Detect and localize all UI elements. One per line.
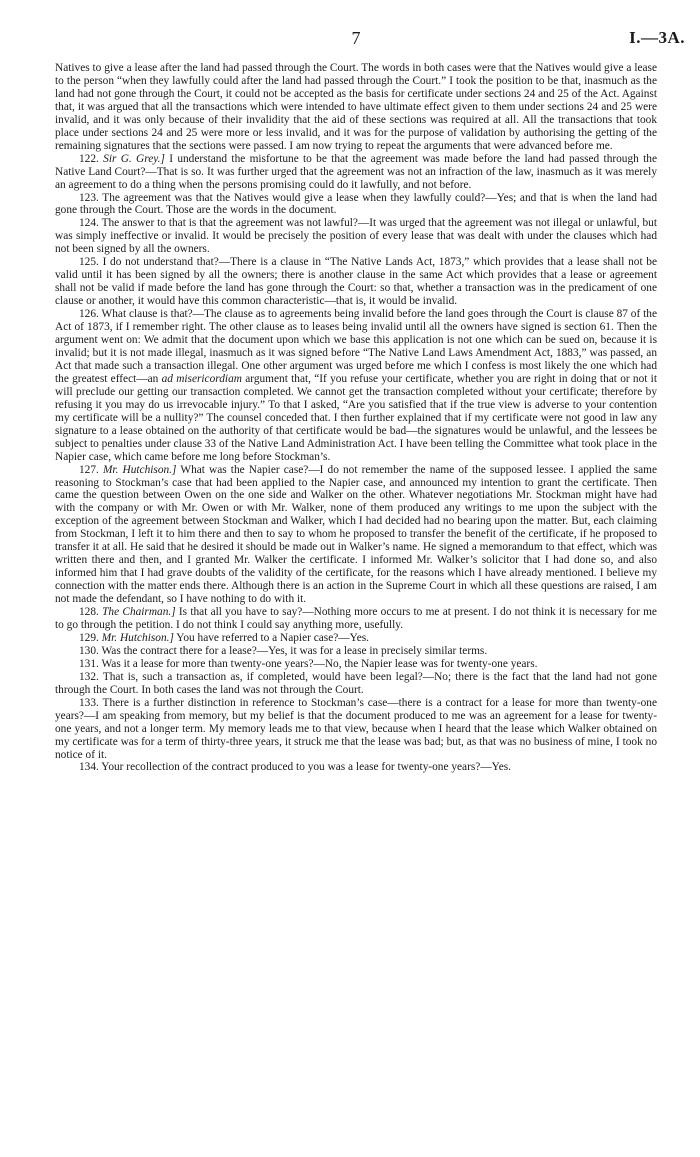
question-129 — [55, 632, 657, 645]
question-131 — [55, 658, 657, 671]
question-122 — [55, 153, 657, 192]
paragraph-text: argument that, “If you refuse your certificate, whether you are right in doing that or not it will preclude our getting our transaction completed. We cannot get the transaction completed without your certificate; therefore by refusing it you may do us irrevocable injury.” To that I asked, “Are you satisfied that if the true view is adverse to your contention my certificate will be a nullity?” The counsel conceded that. I then further explained that if my certificate were not good in law any signature to a lease obtained on the authority of that certificate would be bad—the signatures would be unlawful, and the lessees be subject to penalties under clause 33 of the Native Land Administration Act. I have been telling the Committee what took place in the Napier case, which came before me long before Stockman’s. — [55, 372, 657, 463]
paragraph-text: Was it a lease for more than twenty-one years?—No, the Napier lease was for twenty-one years. — [101, 657, 538, 670]
speaker-label: The Chairman.] — [102, 606, 176, 619]
question-number: 123. — [79, 191, 99, 204]
question-133 — [55, 697, 657, 762]
paragraph-text: Is that all you have to say?—Nothing more occurs to me at present. I do not think it is necessary for me to go through the petition. I do not think I could say anything more, usefully. — [55, 606, 657, 631]
question-125 — [55, 256, 657, 308]
document-body — [55, 62, 657, 774]
document-page — [55, 28, 685, 774]
paragraph-text: I understand the misfortune to be that the agreement was made before the land had passed through the Native Land Court?—That is so. It was further urged that the agreement was not an infraction of the law, inasmuch as it was merely an agreement to do a thing when the persons promising could do it lawfully, and not before. — [55, 152, 657, 191]
question-number: 126. — [79, 308, 99, 321]
page-header — [55, 28, 685, 62]
question-number: 127. — [79, 463, 99, 476]
document-reference: I.—3A. — [629, 28, 685, 47]
speaker-label: Sir G. Grey.] — [103, 152, 165, 165]
page-number: 7 — [351, 28, 361, 48]
paragraph-text: I do not understand that?—There is a clause in “The Native Lands Act, 1873,” which provides that a lease shall not be valid until it has been signed by all the owners; there is another clause in the same Act which provides that a lease or agreement shall not be valid if made before the land has gone through the Court: so that, whether a transaction was in the predicament of one clause or another, it would have this common characteristic—that is, it would be invalid. — [55, 256, 657, 308]
question-130 — [55, 645, 657, 658]
question-134 — [55, 761, 657, 774]
paragraph-text: Natives to give a lease after the land had passed through the Court. The words in both cases were that the Natives would give a lease to the person “when they lawfully could after the land had passed through the Court.” I took the position to be that, inasmuch as the land had not gone through the Court, it could not be accepted as the basis for certificate under sections 24 and 25 of the Act. Against that, it was argued that all the transactions which were intended to have ultimate effect given to them under sections 24 and 25 were invalid, and it was only because of their invalidity that the aid of these sections was required at all. All the transactions that took place under sections 24 and 25 were more or less invalid, and it was for the purpose of validation by authorising the getting of the remaining signatures that the sections were passed. I am now trying to repeat the arguments that were advanced before me. — [55, 62, 657, 152]
question-number: 128. — [79, 606, 99, 619]
question-127 — [55, 464, 657, 606]
paragraph-text: Your recollection of the contract produced to you was a lease for twenty-one years?—Yes. — [101, 761, 512, 774]
paragraph-text: There is a further distinction in reference to Stockman’s case—there is a contract for a lease for more than twenty-one years?—I am speaking from memory, but my belief is that the document produced to me was an agreement for a lease for twenty-one years, and not a longer term. My memory leads me to that view, because when I heard that the lease which Walker obtained on my certificate was for a term of thirty-three years, it struck me that the lease was bad; but, as that was no business of mine, I took no notice of it. — [55, 696, 657, 761]
paragraph-text: Was the contract there for a lease?—Yes, it was for a lease in precisely similar terms. — [101, 644, 488, 657]
paragraph-continuation — [55, 62, 657, 153]
question-number: 131. — [79, 657, 99, 670]
speaker-label: Mr. Hutchison.] — [102, 463, 177, 476]
question-number: 129. — [79, 631, 99, 644]
question-128 — [55, 606, 657, 632]
paragraph-text: What clause is that?—The clause as to agreements being invalid before the land goes through the Court is clause 87 of the Act of 1873, if I remember right. The other clause as to leases being invalid until all the owners have signed is section 61. Then the argument went on: We admit that the document upon which we base this application is not one which can be sued on, because it is invalid; but it is not made illegal, inasmuch as it was signed before “The Native Land Laws Amendment Act, 1883,” was passed, an Act that made such a transaction illegal. One other argument was urged before me which I confess is most likely the one which had the greatest effect—an — [55, 308, 657, 385]
latin-phrase: ad misericordiam — [161, 372, 242, 385]
question-number: 134. — [79, 761, 99, 774]
question-number: 132. — [79, 670, 99, 683]
question-124 — [55, 217, 657, 256]
paragraph-text: That is, such a transaction as, if completed, would have been legal?—No; there is the fact that the land had not gone through the Court. In both cases the land was not through the Court. — [55, 670, 657, 696]
speaker-label: Mr. Hutchison.] — [101, 631, 174, 644]
paragraph-text: The agreement was that the Natives would give a lease when they lawfully could?—Yes; and that is when the land had gone through the Court. Those are the words in the document. — [55, 191, 657, 217]
question-number: 125. — [79, 256, 99, 269]
question-number: 124. — [79, 217, 99, 230]
question-number: 130. — [79, 644, 99, 657]
paragraph-text: The answer to that is that the agreement was not lawful?—It was urged that the agreement was not illegal or unlawful, but was simply ineffective or invalid. It would be precisely the position of every lease that was dealt with under the clauses which had not been signed by all the owners. — [55, 217, 657, 256]
question-132 — [55, 671, 657, 697]
paragraph-text: You have referred to a Napier case?—Yes. — [176, 631, 369, 644]
question-number: 133. — [79, 696, 99, 709]
question-123 — [55, 192, 657, 218]
question-number: 122. — [79, 152, 99, 165]
question-126 — [55, 308, 657, 463]
paragraph-text: What was the Napier case?—I do not remember the name of the supposed lessee. I applied the same reasoning to Stockman’s case that had been applied to the Napier case, and announced my intention to grant the certificate. Then came the question between Owen on the one side and Walker on the other. Whatever negotiations Mr. Stockman might have had with the company or with Mr. Owen or with Mr. Walker, none of them produced any writings to me upon the subject with the exception of the agreement between Stockman and Walker, which I had decided had no bearing upon the matter. But, each claiming from Stockman, I left it to him there and then to say to whom he proposed to transfer the benefit of the certificate, if he proposed to transfer it at all. He said that he desired it should be made out in Walker’s name. He signed a memorandum to that effect, which was written there and then, and I granted Mr. Walker the certificate. I informed Mr. Walker’s solicitor that I had done so, and also informed him that I had grave doubts of the validity of the certificate, for the reasons which I have already mentioned. I believe my connection with the matter ends there. Although there is an action in the Supreme Court in which all these questions are raised, I am not made the defendant, so I have nothing to do with it. — [55, 463, 657, 606]
